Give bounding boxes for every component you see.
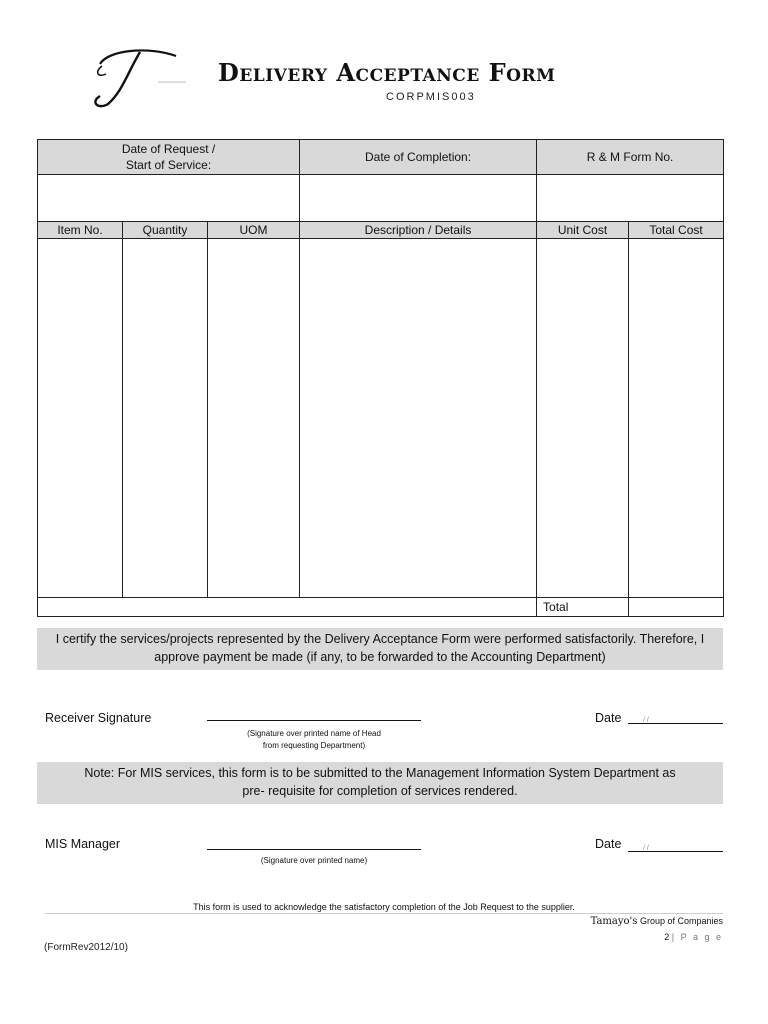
page-number-value: 2 bbox=[664, 932, 670, 942]
page-word: | P a g e bbox=[671, 932, 723, 942]
form-title: Delivery Acceptance Form bbox=[218, 58, 556, 87]
mis-manager-label: MIS Manager bbox=[45, 837, 121, 851]
certification-statement bbox=[37, 628, 723, 670]
uom-header: UOM bbox=[208, 222, 300, 239]
delivery-table bbox=[37, 139, 724, 617]
mis-date-label: Date bbox=[595, 837, 622, 851]
quantity-cell[interactable] bbox=[123, 239, 208, 598]
form-purpose-text: This form is used to acknowledge the satisfactory completion of the Job Request to the supplier. bbox=[193, 902, 575, 912]
mis-note-line-2: pre- requisite for completion of services rendered. bbox=[242, 784, 518, 798]
company-logo bbox=[88, 42, 188, 112]
rm-form-no-header: R & M Form No. bbox=[537, 140, 724, 175]
date-of-completion-header: Date of Completion: bbox=[300, 140, 537, 175]
mis-signature-note: (Signature over printed name) bbox=[260, 856, 368, 865]
mis-date-mark: / / bbox=[643, 845, 649, 852]
date-of-request-header bbox=[38, 140, 300, 175]
receiver-date-mark: / / bbox=[643, 717, 649, 724]
start-of-service-label: Start of Service: bbox=[125, 158, 212, 172]
total-value-cell[interactable] bbox=[629, 598, 724, 617]
rm-form-no-field[interactable] bbox=[537, 175, 724, 222]
receiver-date-label: Date bbox=[595, 711, 622, 725]
date-of-request-field[interactable] bbox=[38, 175, 300, 222]
certification-line-1: I certify the services/projects represented by the Delivery Acceptance Form were performed satisfactorily. Therefore, I bbox=[55, 632, 705, 646]
date-of-completion-field[interactable] bbox=[300, 175, 537, 222]
mis-note-line-1: Note: For MIS services, this form is to be submitted to the Management Information System Department as bbox=[84, 766, 676, 780]
unit-cost-header: Unit Cost bbox=[537, 222, 629, 239]
receiver-note-line-1: (Signature over printed name of Head bbox=[247, 729, 381, 738]
certification-line-2: approve payment be made (if any, to be forwarded to the Accounting Department) bbox=[154, 650, 606, 664]
mis-note bbox=[37, 762, 723, 804]
item-no-cell[interactable] bbox=[38, 239, 123, 598]
description-cell[interactable] bbox=[300, 239, 537, 598]
footer-divider bbox=[45, 913, 723, 914]
mis-signature-line[interactable] bbox=[207, 849, 421, 850]
date-of-request-label: Date of Request / bbox=[121, 142, 216, 156]
item-no-header: Item No. bbox=[38, 222, 123, 239]
total-cost-cell[interactable] bbox=[629, 239, 724, 598]
total-spacer bbox=[38, 598, 537, 617]
brand-name: Tamayo's bbox=[590, 916, 638, 927]
receiver-note-line-2: from requesting Department) bbox=[262, 741, 366, 750]
form-code: CORPMIS003 bbox=[386, 91, 476, 103]
group-name: Group of Companies bbox=[639, 916, 723, 926]
receiver-signature-note bbox=[207, 728, 421, 752]
company-group-label bbox=[591, 916, 723, 927]
total-label: Total bbox=[537, 598, 629, 617]
receiver-signature-label: Receiver Signature bbox=[45, 711, 152, 725]
receiver-signature-line[interactable] bbox=[207, 720, 421, 721]
uom-cell[interactable] bbox=[208, 239, 300, 598]
form-revision: (FormRev2012/10) bbox=[44, 942, 128, 953]
page-number bbox=[664, 932, 723, 942]
total-cost-header: Total Cost bbox=[629, 222, 724, 239]
quantity-header: Quantity bbox=[123, 222, 208, 239]
unit-cost-cell[interactable] bbox=[537, 239, 629, 598]
description-header: Description / Details bbox=[300, 222, 537, 239]
